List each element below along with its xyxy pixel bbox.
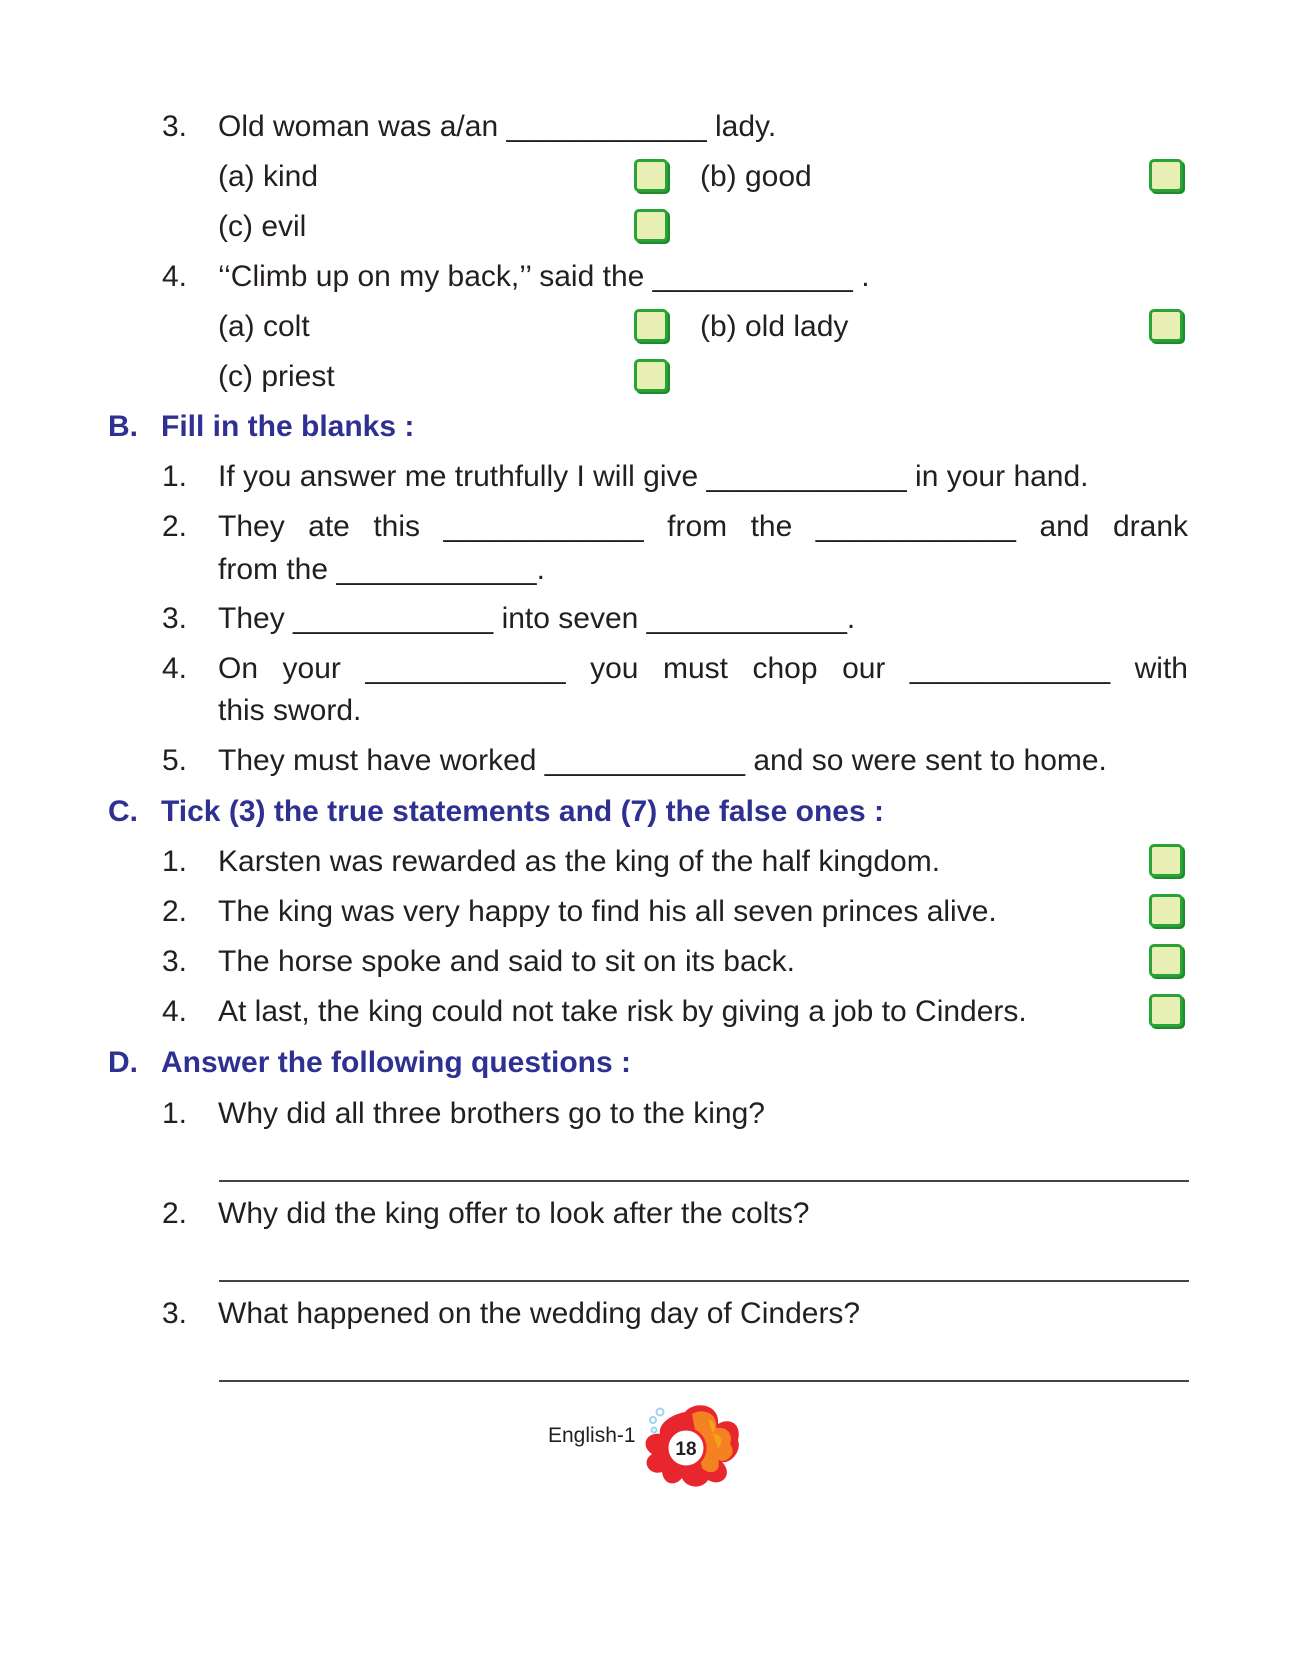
fill-blank-text: They must have worked ____________ and so were sent to home. (218, 744, 1107, 777)
statement-text: At last, the king could not take risk by giving a job to Cinders. (218, 995, 1027, 1028)
book-title: English-1 (548, 1424, 636, 1447)
section-letter: D. (108, 1046, 138, 1079)
item-number: 2. (162, 895, 188, 928)
answer-line[interactable] (219, 1180, 1189, 1182)
page-number: 18 (675, 1439, 697, 1460)
question-text: Old woman was a/an ____________ lady. (218, 110, 777, 143)
checkbox[interactable] (1149, 944, 1183, 977)
bubble-icon (650, 1417, 656, 1423)
item-number: 3. (162, 602, 188, 635)
item-number: 2. (162, 1197, 188, 1230)
checkbox[interactable] (634, 309, 668, 342)
section-letter: C. (108, 795, 138, 828)
option-b: (b) good (700, 160, 812, 193)
fill-blank-text: They ____________ into seven ____________. (218, 602, 856, 635)
statement-text: The horse spoke and said to sit on its back. (218, 945, 795, 978)
item-number: 1. (162, 1097, 188, 1130)
section-letter: B. (108, 410, 138, 443)
fill-blank-line: On your ____________ you must chop our ____________ with (218, 652, 1188, 685)
fill-blank-line: They ate this ____________ from the ____________ and drank (218, 510, 1188, 543)
item-number: 4. (162, 995, 188, 1028)
answer-line[interactable] (219, 1280, 1189, 1282)
option-a: (a) colt (218, 310, 310, 343)
question-text: Why did all three brothers go to the king? (218, 1097, 765, 1130)
question-number: 3. (162, 110, 188, 143)
bubble-icon (652, 1428, 657, 1433)
checkbox[interactable] (1149, 994, 1183, 1027)
option-c: (c) priest (218, 360, 335, 393)
checkbox[interactable] (634, 209, 668, 242)
item-number: 4. (162, 652, 188, 685)
question-number: 4. (162, 260, 188, 293)
section-title: Answer the following questions : (161, 1046, 632, 1079)
statement-text: Karsten was rewarded as the king of the half kingdom. (218, 845, 941, 878)
question-text: What happened on the wedding day of Cinders? (218, 1297, 861, 1330)
item-number: 2. (162, 510, 188, 543)
item-number: 3. (162, 1297, 188, 1330)
question-text: Why did the king offer to look after the colts? (218, 1197, 810, 1230)
item-number: 5. (162, 744, 188, 777)
option-b: (b) old lady (700, 310, 849, 343)
checkbox[interactable] (634, 159, 668, 192)
checkbox[interactable] (1149, 309, 1183, 342)
fill-blank-text: this sword. (218, 694, 362, 727)
item-number: 1. (162, 845, 188, 878)
answer-line[interactable] (219, 1380, 1189, 1382)
checkbox[interactable] (634, 359, 668, 392)
checkbox[interactable] (1149, 894, 1183, 927)
fill-blank-text: from the ____________. (218, 553, 545, 586)
checkbox[interactable] (1149, 844, 1183, 877)
fill-blank-text: If you answer me truthfully I will give ____________ in your hand. (218, 460, 1089, 493)
option-c: (c) evil (218, 210, 307, 243)
section-title: Fill in the blanks : (161, 410, 415, 443)
question-text: ‘‘Climb up on my back,’’ said the ____________ . (218, 260, 870, 293)
item-number: 3. (162, 945, 188, 978)
statement-text: The king was very happy to find his all seven princes alive. (218, 895, 997, 928)
checkbox[interactable] (1149, 159, 1183, 192)
option-a: (a) kind (218, 160, 319, 193)
page-logo (630, 1402, 750, 1492)
item-number: 1. (162, 460, 188, 493)
bubble-icon (657, 1409, 664, 1416)
section-title: Tick (3) the true statements and (7) the false ones : (161, 795, 884, 828)
